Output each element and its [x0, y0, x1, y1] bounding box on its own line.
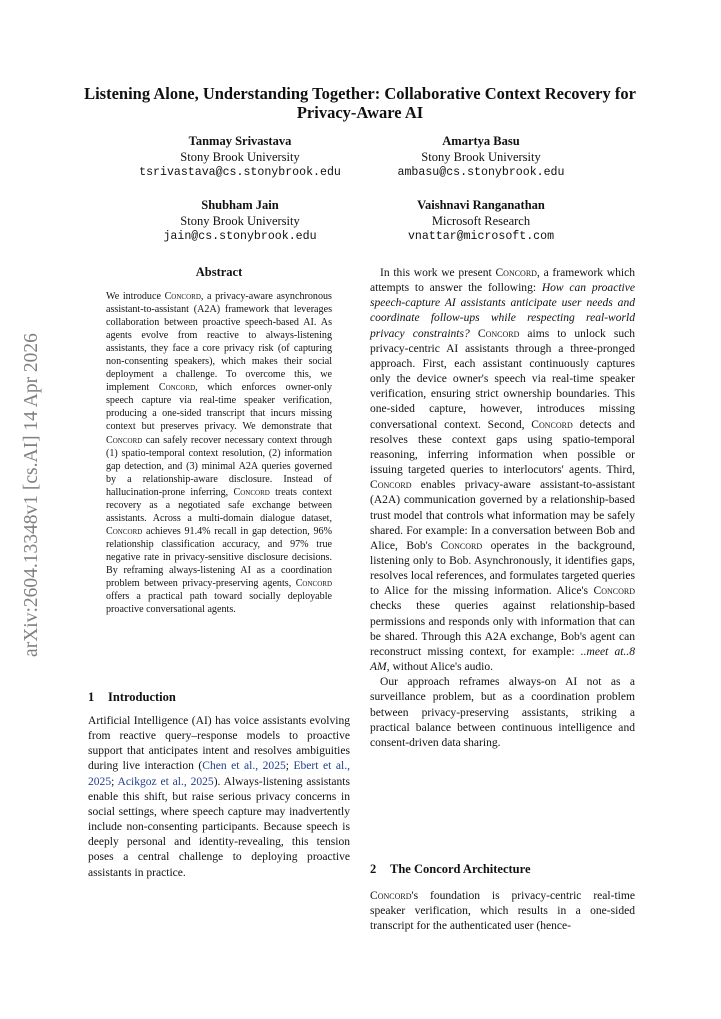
system-name: Concord — [106, 525, 143, 537]
system-name: Concord — [477, 327, 520, 340]
introduction-body — [88, 714, 350, 881]
abstract-body: We introduce Concord, a privacy-aware asynchronous assistant-to-assistant (A2A) framework that leverages collaboration between proactive speech-based AI. As agents evolve from reactive to always-listening assistants, they face a core privacy risk (of capturing non-consenting speakers), which makes their social deployment a challenge. To overcome this, we implement Concord, which enforces owner-only speech capture via real-time speaker verification, producing a one-sided transcript that incurs missing context but preserves privacy. We demonstrate that Concord can safely recover necessary context through (1) spatio-temporal context resolution, (2) information gap detection, and (3) minimal A2A queries governed by a relationship-aware disclosure. Instead of hallucination-prone inferring, Concord treats context recovery as a negotiated safe exchange between assistants. Across a multi-domain dialogue dataset, Concord achieves 91.4% recall in gap detection, 96% relationship classification accuracy, and 97% true negative rate in privacy-sensitive disclosure decisions. By reframing always-listening AI as a coordination problem between privacy-preserving agents, Concord offers a practical path toward socially deployable proactive conversational agents. — [106, 291, 332, 616]
author-email: tsrivastava@cs.stonybrook.edu — [139, 166, 341, 179]
author-name: Amartya Basu — [442, 134, 520, 148]
paragraph: Artificial Intelligence (AI) has voice assistants evolving from reactive query–response models to proactive support that anticipates intent and resolves ambiguities during live interaction (Chen et al., 2025; Ebert et al., 2025; Acikgoz et al., 2025). Always-listening assistants enable this shift, but raise serious privacy concerns in social settings, where speech capture may inadvertently include non-consenting participants. Because speech is deeply personal and identity-revealing, this tension poses a central challenge to deploying proactive assistants in practice. — [88, 715, 350, 879]
system-name: Concord — [593, 585, 635, 598]
citation-link[interactable]: Acikgoz et al., 2025 — [117, 775, 214, 788]
abstract-heading: Abstract — [195, 265, 243, 279]
citation-link[interactable]: Ebert et al., 2025 — [88, 760, 350, 788]
system-name: Concord — [370, 479, 412, 492]
system-name: Concord — [295, 578, 332, 590]
author-affiliation: Stony Brook University — [180, 150, 300, 164]
author-email: ambasu@cs.stonybrook.edu — [397, 166, 565, 179]
author-name: Vaishnavi Ranganathan — [417, 198, 545, 212]
right-column-body — [370, 266, 635, 751]
author-block-1 — [105, 133, 375, 181]
author-name: Shubham Jain — [201, 198, 279, 212]
paragraph: In this work we present Concord, a framework which attempts to answer the following: How can proactive speech-capture AI assistants anticipate user needs and coordinate follow-ups while respecting real-world privacy constraints? Concord aims to unlock such privacy-centric AI assistants through a three-pronged approach. First, each assistant continuously captures only the device owner's speech via real-time speaker verification, ensuring strict ownership boundaries. This one-sided capture, however, introduces missing conversational context. Second, Concord detects and resolves these context gaps using spatio-temporal reasoning, inferring information when possible or issuing targeted queries to interlocutors' agents. Third, Concord enables privacy-aware assistant-to-assistant (A2A) communication governed by a relationship-based trust model that controls what information may be safely shared. For example: In a conversation between Bob and Alice, Bob's Concord operates in the background, listening only to Bob. Asynchronously, it identifies gaps, resolves local references, and formulates targeted queries to Alice for the missing information. Alice's Concord checks these queries against relationship-based permissions and responds only with information that can be shared. Through this A2A exchange, Bob's agent can reconstruct missing context, for example: ..meet at..8 AM, without Alice's audio. — [370, 267, 636, 674]
author-affiliation: Stony Brook University — [180, 214, 300, 228]
paragraph: Concord's foundation is privacy-centric real-time speaker verification, which results in a one-sided transcript for the authenticated user (hence- — [370, 890, 635, 933]
author-email: jain@cs.stonybrook.edu — [163, 230, 317, 243]
research-question: How can proactive speech-capture AI assistants anticipate user needs and coordinate follow-ups while respecting real-world privacy constraints? — [370, 282, 635, 340]
system-name: Concord — [440, 539, 483, 552]
section-heading-introduction: 1 Introduction — [88, 690, 176, 704]
arxiv-identifier: arXiv:2604.13348v1 [cs.AI] 14 Apr 2026 — [21, 333, 42, 657]
architecture-body — [370, 889, 635, 934]
example-text: ..meet at..8 AM — [370, 645, 635, 674]
arxiv-sidebar-stamp — [12, 300, 52, 690]
author-affiliation: Stony Brook University — [421, 150, 541, 164]
system-name: Concord — [531, 418, 573, 431]
paper-title: Listening Alone, Understanding Together: Collaborative Context Recovery for Privacy-Aware AI — [84, 84, 636, 122]
section-heading-architecture: 2 The Concord Architecture — [370, 862, 531, 876]
system-name: Concord — [158, 382, 196, 394]
system-name: Concord — [233, 486, 270, 498]
system-name: Concord — [106, 434, 143, 446]
system-name: Concord — [370, 890, 412, 902]
author-name: Tanmay Srivastava — [188, 134, 292, 148]
author-block-3 — [105, 197, 375, 245]
author-block-4 — [346, 197, 616, 245]
system-name: Concord — [164, 291, 201, 302]
system-name: Concord — [495, 267, 537, 279]
citation-link[interactable]: Chen et al., 2025 — [202, 760, 286, 773]
author-affiliation: Microsoft Research — [431, 214, 531, 228]
paragraph: Our approach reframes always-on AI not as a surveillance problem, but as a coordination problem between privacy-preserving assistants, striking a practical balance between continuous intelligence and consent-driven data sharing. — [370, 676, 635, 749]
author-block-2 — [346, 133, 616, 181]
author-email: vnattar@microsoft.com — [407, 230, 555, 243]
